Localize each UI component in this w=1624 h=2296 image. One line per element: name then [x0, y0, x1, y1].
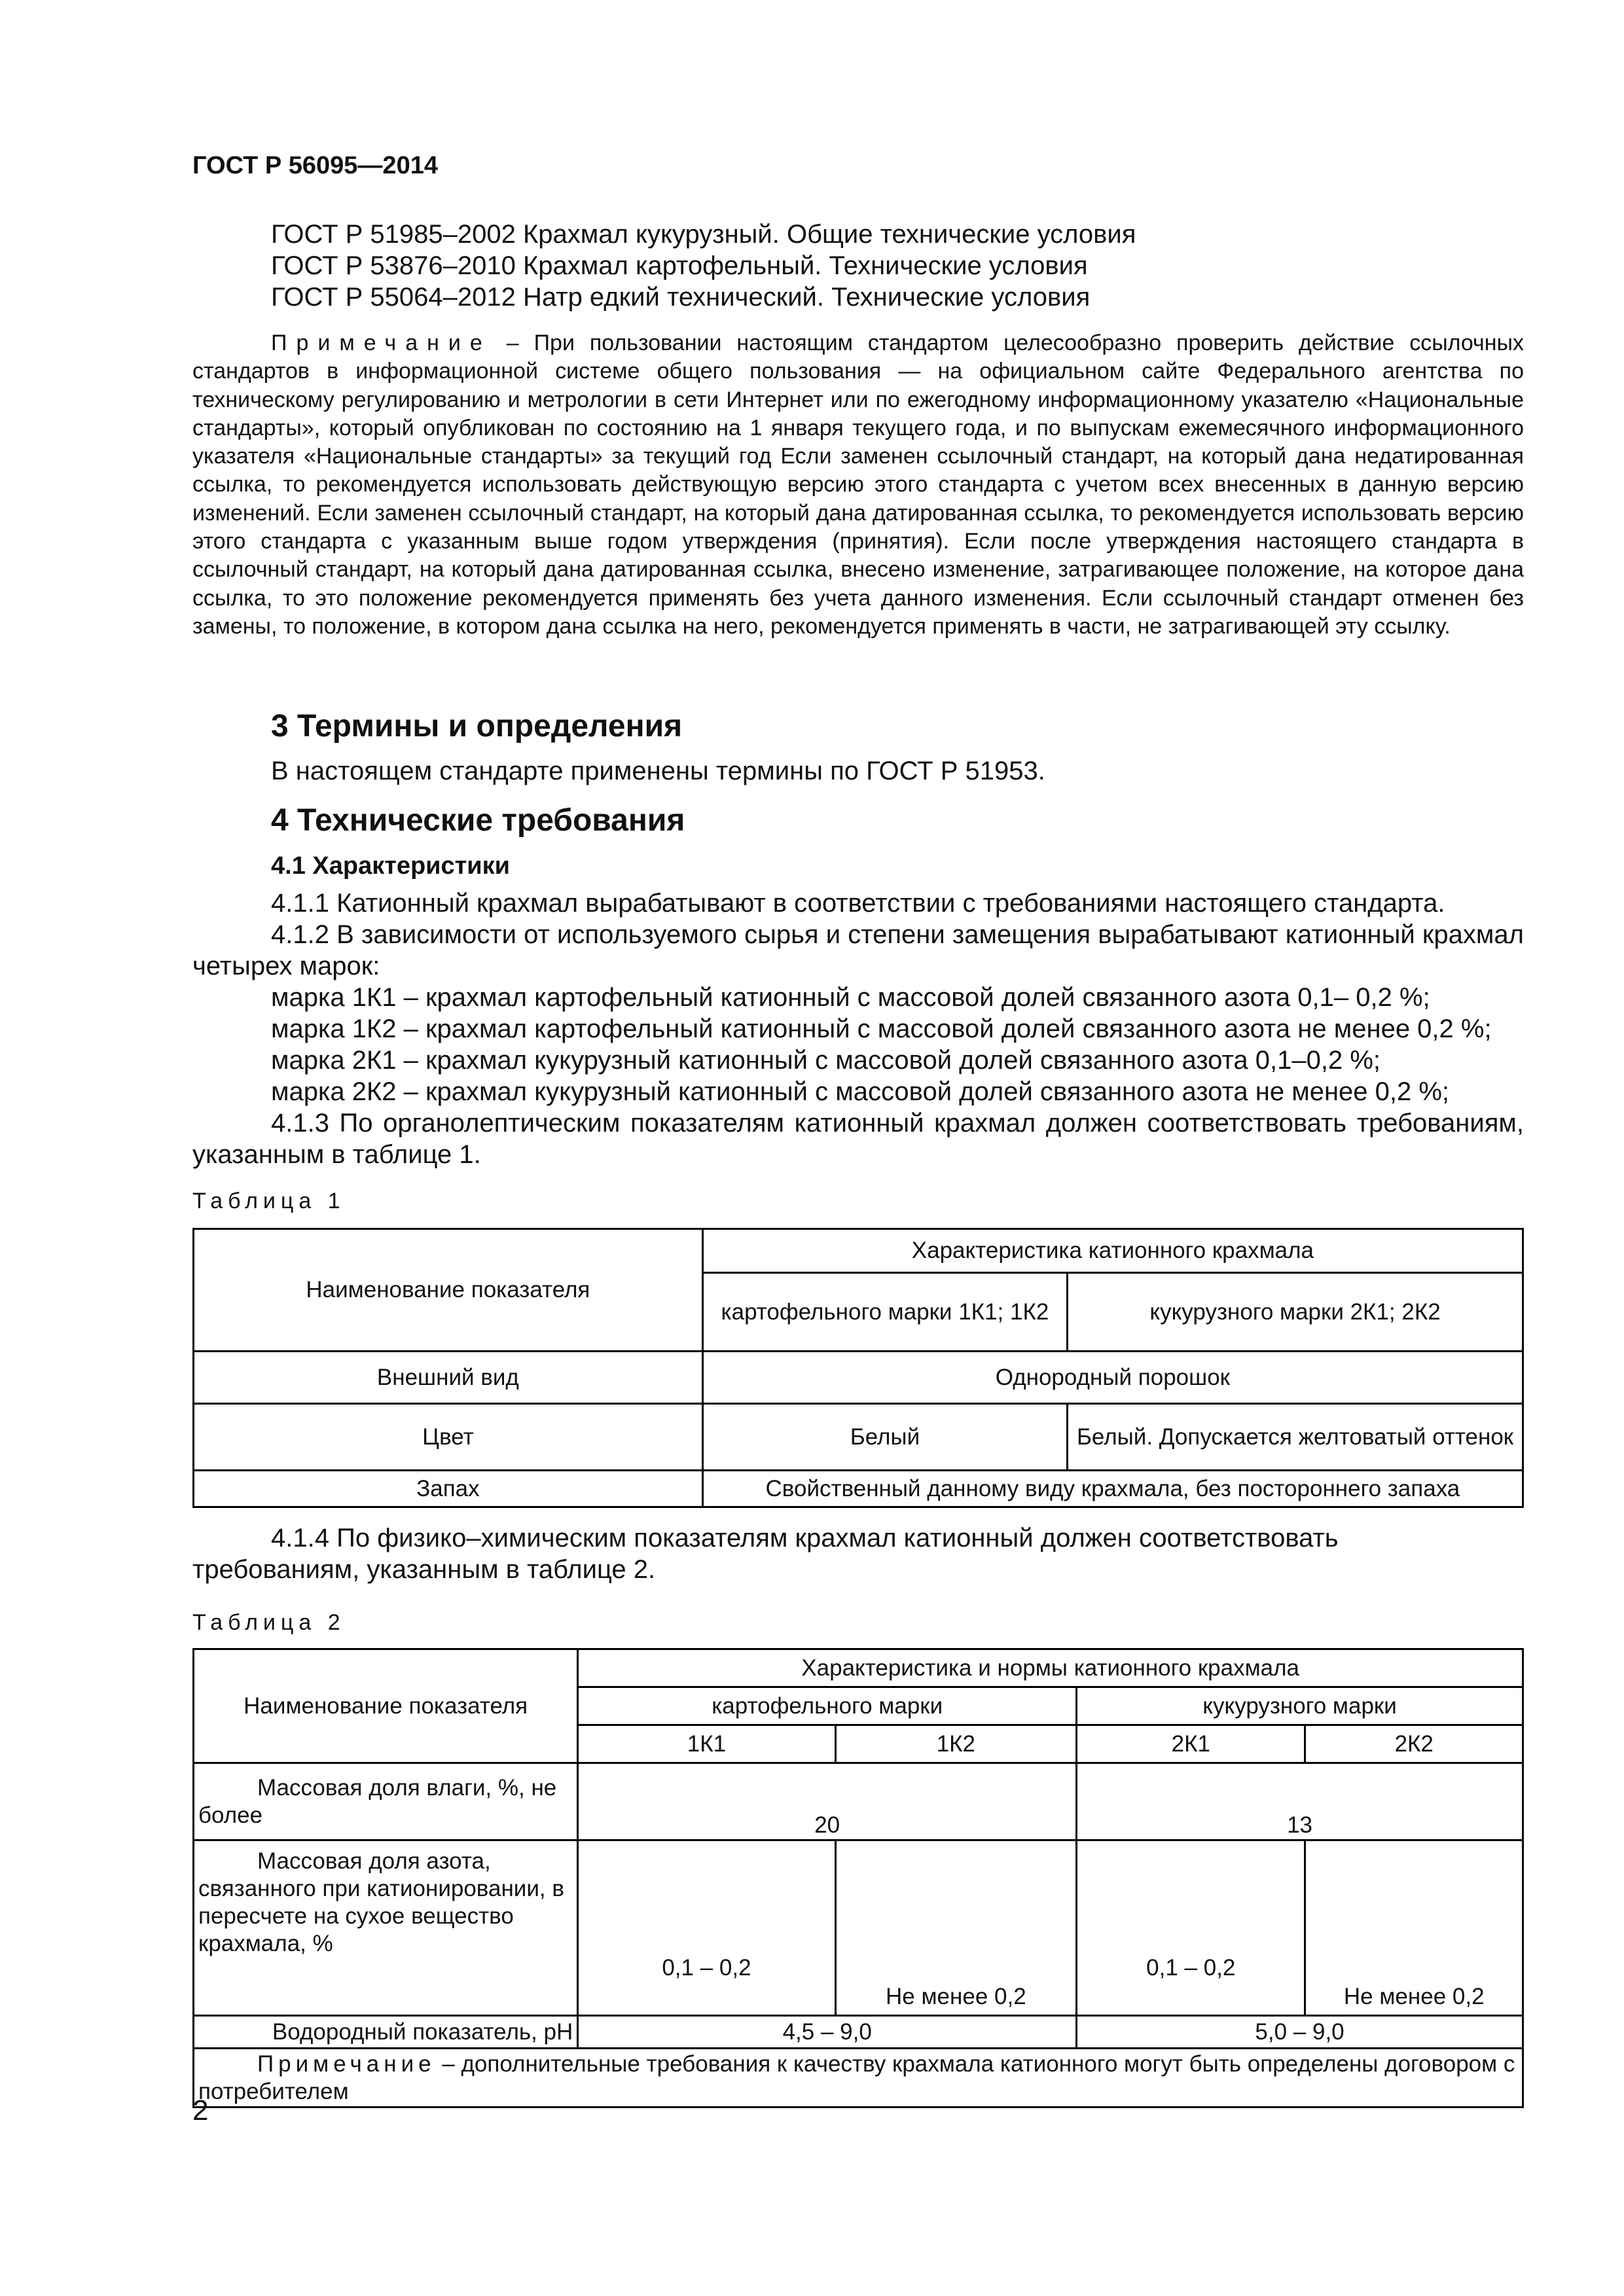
- table-2-head-corn: кукурузного марки: [1077, 1687, 1523, 1725]
- reference-item: ГОСТ Р 53876–2010 Крахмал картофельный. Технические условия: [271, 251, 1088, 280]
- table-1-cell: Белый. Допускается желтоватый оттенок: [1068, 1404, 1523, 1471]
- table-2-row-name: Водородный показатель, pH: [194, 2016, 578, 2049]
- section-3-title: 3 Термины и определения: [271, 709, 683, 744]
- table-1-head-group: Характеристика катионного крахмала: [702, 1229, 1523, 1273]
- table-1-cell: Однородный порошок: [702, 1352, 1523, 1404]
- table-1: [192, 1228, 1524, 1508]
- table-2-mark: 1К2: [835, 1725, 1076, 1763]
- reference-item: ГОСТ Р 55064–2012 Натр едкий технический. Технические условия: [271, 283, 1091, 312]
- table-2-note-label: Примечание: [257, 2051, 436, 2077]
- references-list: [271, 219, 1136, 313]
- table-2-cell: 0,1 – 0,2: [578, 1840, 835, 2016]
- mark-item: марка 1К2 – крахмал картофельный катионный с массовой долей связанного азота не менее 0,2 %;: [271, 1014, 1492, 1043]
- subsection-4-1-title: 4.1 Характеристики: [271, 852, 511, 880]
- table-2-cell: 4,5 – 9,0: [578, 2016, 1077, 2049]
- note-text: – При пользовании настоящим стандартом целесообразно проверить действие ссылочных стандартов в информационной системе общего пользования — на официальном сайте Федерального агентства по техническому регулированию и метрологии в сети Интернет или по ежегодному информационному указателю «Национальные стандарты», который опубликован по состоянию на 1 января текущего года, и по выпускам ежемесячного информационного указателя «Национальные стандарты» за текущий год Если заменен ссылочный стандарт, на который дана недатированная ссылка, то рекомендуется использовать действующую версию этого стандарта с учетом всех внесенных в данную версию изменений. Если заменен ссылочный стандарт, на который дана датированная ссылка, то рекомендуется использовать версию этого стандарта с указанным выше годом утверждения (принятия). Если после утверждения настоящего стандарта в ссылочный стандарт, на который дана датированная ссылка, внесено изменение, затрагивающее положение, на которое дана ссылка, то это положение рекомендуется применять без учета данного изменения. Если ссылочный стандарт отменен без замены, то положение, в котором дана ссылка на него, рекомендуется применять в части, не затрагивающей эту ссылку.: [192, 331, 1524, 639]
- table-2: [192, 1648, 1524, 2108]
- paragraph-4-1-3: 4.1.3 По органолептическим показателям катионный крахмал должен соответствовать требованиям, указанным в таблице 1.: [192, 1109, 1524, 1169]
- paragraph-4-1-4: 4.1.4 По физико–химическим показателям крахмал катионный должен соответствовать требованиям, указанным в таблице 2.: [192, 1524, 1339, 1584]
- table-2-cell: 0,1 – 0,2: [1077, 1840, 1305, 2016]
- table-2-mark: 1К1: [578, 1725, 835, 1763]
- table-2-head-name: Наименование показателя: [194, 1649, 578, 1763]
- mark-item: марка 2К1 – крахмал кукурузный катионный с массовой долей связанного азота 0,1–0,2 %;: [271, 1046, 1380, 1075]
- table-1-head-name: Наименование показателя: [194, 1229, 703, 1352]
- table-1-row-name: Цвет: [194, 1404, 703, 1471]
- paragraph-4-1-2: 4.1.2 В зависимости от используемого сырья и степени замещения вырабатывают катионный крахмал четырех марок:: [192, 920, 1524, 980]
- section-4-title: 4 Технические требования: [271, 803, 685, 838]
- note-label: Примечание: [271, 331, 492, 355]
- table-2-cell: 13: [1077, 1763, 1523, 1840]
- table-2-mark: 2К2: [1305, 1725, 1523, 1763]
- marks-list: [271, 982, 1492, 1107]
- mark-item: марка 2К2 – крахмал кукурузный катионный с массовой долей связанного азота не менее 0,2 %;: [271, 1077, 1450, 1106]
- table-2-head-potato: картофельного марки: [578, 1687, 1077, 1725]
- table-2-cell: 5,0 – 9,0: [1077, 2016, 1523, 2049]
- mark-item: марка 1К1 – крахмал картофельный катионный с массовой долей связанного азота 0,1– 0,2 %;: [271, 983, 1430, 1012]
- reference-item: ГОСТ Р 51985–2002 Крахмал кукурузный. Общие технические условия: [271, 220, 1136, 249]
- paragraph-4-1-1: 4.1.1 Катионный крахмал вырабатывают в соответствии с требованиями настоящего стандарта.: [271, 889, 1445, 918]
- table-2-note-text: – дополнительные требования к качеству крахмала катионного могут быть определены договором с потребителем: [198, 2051, 1515, 2104]
- table-2-row-name: Массовая доля азота, связанного при катионировании, в пересчете на сухое вещество крахмала, %: [194, 1840, 578, 2016]
- table-1-head-corn: кукурузного марки 2К1; 2К2: [1068, 1273, 1523, 1352]
- table-2-cell: Не менее 0,2: [835, 1840, 1076, 2016]
- document-header: ГОСТ Р 56095—2014: [192, 152, 438, 179]
- table-2-mark: 2К1: [1077, 1725, 1305, 1763]
- table-2-caption: Таблица 2: [192, 1610, 346, 1635]
- table-2-cell: Не менее 0,2: [1305, 1840, 1523, 2016]
- table-2-row-name: Массовая доля влаги, %, не более: [194, 1763, 578, 1840]
- table-1-caption: Таблица 1: [192, 1189, 346, 1213]
- references-note: [192, 329, 1524, 641]
- table-2-cell: 20: [578, 1763, 1077, 1840]
- table-1-row-name: Запах: [194, 1471, 703, 1507]
- section-3-text: В настоящем стандарте применены термины по ГОСТ Р 51953.: [271, 757, 1045, 785]
- table-2-note: [194, 2049, 1523, 2108]
- table-2-head-group: Характеристика и нормы катионного крахмала: [578, 1649, 1523, 1687]
- table-1-row-name: Внешний вид: [194, 1352, 703, 1404]
- table-1-cell: Белый: [702, 1404, 1067, 1471]
- table-1-head-potato: картофельного марки 1К1; 1К2: [702, 1273, 1067, 1352]
- page-number: 2: [192, 2094, 209, 2126]
- table-1-cell: Свойственный данному виду крахмала, без постороннего запаха: [702, 1471, 1523, 1507]
